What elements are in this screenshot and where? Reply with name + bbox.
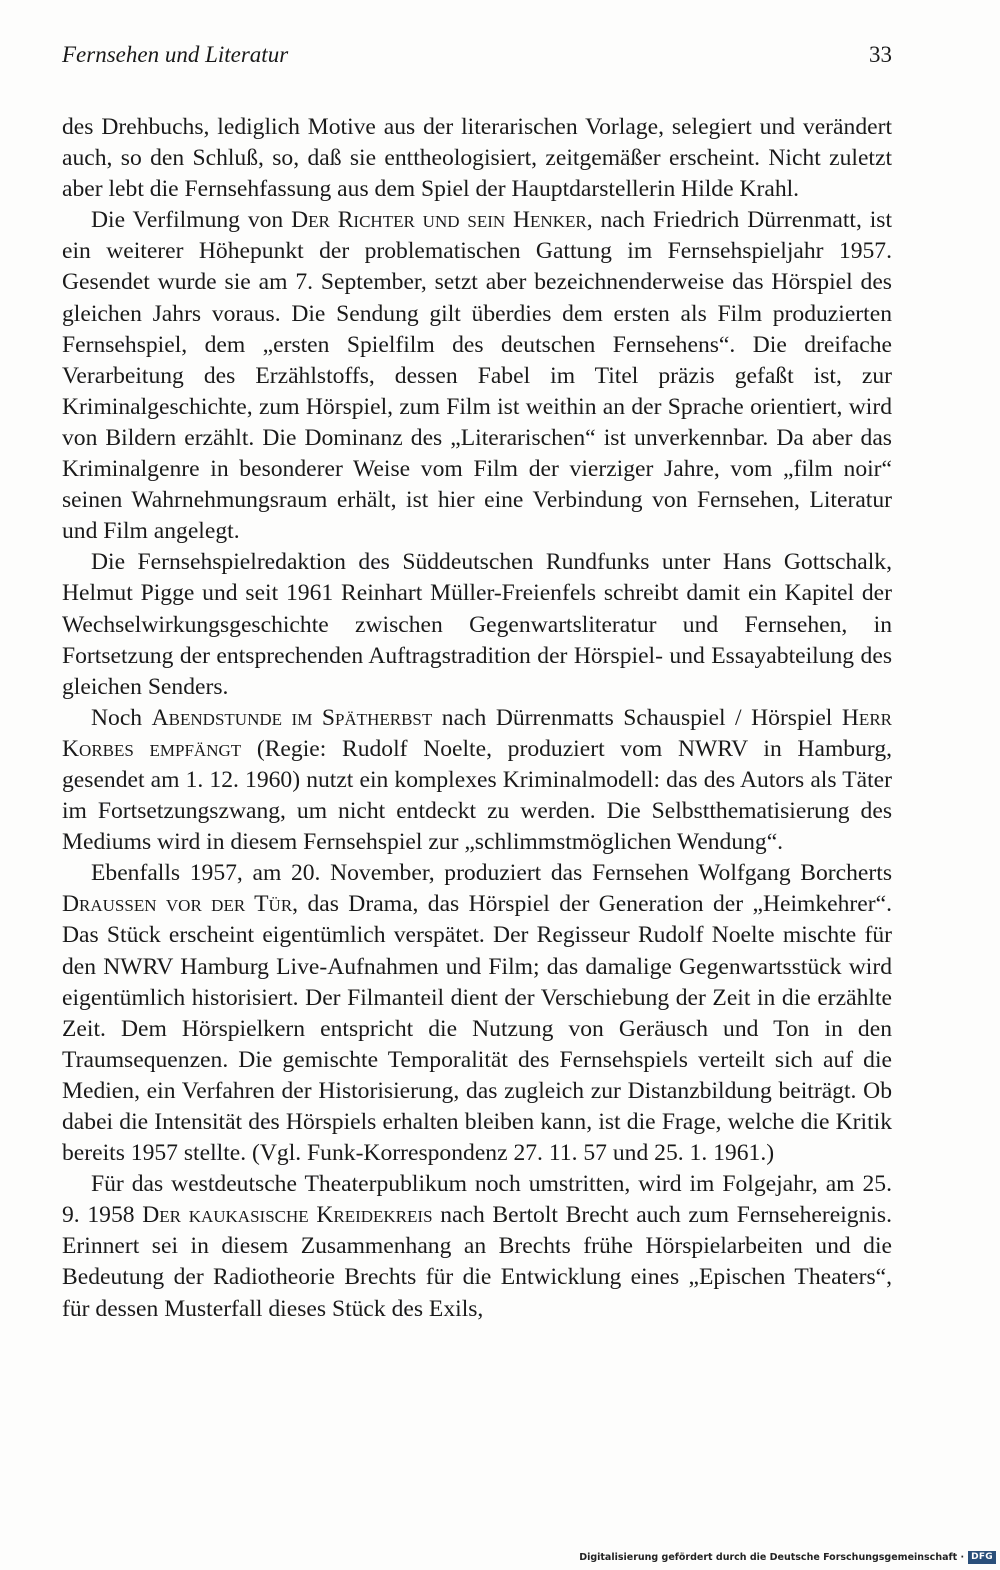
work-title: Der kaukasische Kreidekreis bbox=[142, 1202, 433, 1229]
work-title: Der Richter und sein Henker bbox=[291, 207, 587, 234]
text-run: des Drehbuchs, lediglich Motive aus der literarischen Vorlage, selegiert und verändert auch, so den Schluß, so, daß sie enttheologisiert, zeitgemäßer erscheint. Nicht zuletzt aber lebt die Fernsehfassung aus dem Spiel der Hauptdarstellerin Hilde Krahl. bbox=[62, 114, 892, 203]
text-run: Noch bbox=[91, 704, 152, 731]
work-title: Herr Korbes empfängt bbox=[62, 704, 892, 762]
text-run: (Regie: Rudolf Noelte, produziert vom NWRV in Hamburg, gesendet am 1. 12. 1960) nutzt ein komplexes Kriminalmodell: das des Autors als Täter im Fortsetzungszwang, um nicht entdeckt zu werden. Die Selbstthematisierung des Mediums wird in diesem Fernsehspiel zur „schlimmstmöglichen Wendung“. bbox=[62, 735, 893, 856]
digitization-footer bbox=[579, 1550, 996, 1564]
dfg-logo: DFG bbox=[968, 1551, 996, 1564]
text-run: Die Verfilmung von bbox=[91, 207, 292, 234]
paragraph bbox=[62, 1169, 892, 1324]
funding-note: Digitalisierung gefördert durch die Deutsche Forschungsgemeinschaft · bbox=[579, 1551, 965, 1563]
text-run: , das Drama, das Hörspiel der Generation der „Heimkehrer“. Das Stück erscheint eigentümlich verspätet. Der Regisseur Rudolf Noelte mischte für den NWRV Hamburg Live-Aufnahmen und Film; das damalige Gegenwartsstück wird eigentümlich historisiert. Der Filmanteil dient der Verschiebung der Zeit in die erzählte Zeit. Dem Hörspielkern entspricht die Nutzung von Geräusch und Ton in den Traumsequenzen. Die gemischte Temporalität des Fernsehspiels verteilt sich auf die Medien, ein Verfahren der Historisierung, das zugleich zur Distanzbildung beiträgt. Ob dabei die Intensität des Hörspiels erhalten bleiben kann, ist die Frage, welche die Kritik bereits 1957 stellte. (Vgl. Funk-Korrespondenz 27. 11. 57 und 25. 1. 1961.) bbox=[62, 891, 892, 1167]
work-title: Abendstunde im Spätherbst bbox=[151, 704, 433, 731]
paragraph bbox=[62, 205, 892, 547]
paragraph bbox=[62, 112, 892, 205]
body-text bbox=[62, 112, 892, 1325]
text-run: Die Fernsehspielredaktion des Süddeutschen Rundfunks unter Hans Gottschalk, Helmut Pigge und seit 1961 Reinhart Müller-Freienfels schreibt damit ein Kapitel der Wechselwirkungsgeschichte zwischen Gegenwartsliteratur und Fernsehen, in Fortsetzung der entsprechenden Auftragstradition der Hörspiel- und Essayabteilung des gleichen Senders. bbox=[62, 549, 892, 700]
paragraph bbox=[62, 703, 892, 858]
text-run: nach Dürrenmatts Schauspiel / Hörspiel bbox=[432, 704, 842, 731]
page-number: 33 bbox=[869, 42, 892, 67]
text-run: nach Bertolt Brecht auch zum Fernsehereignis. Erinnert sei in diesem Zusammenhang an Brechts frühe Hörspielarbeiten und die Bedeutung der Radiotheorie Brechts für die Entwicklung eines „Epischen Theaters“, für dessen Musterfall dieses Stück des Exils, bbox=[62, 1202, 892, 1322]
paragraph bbox=[62, 858, 892, 1169]
work-title: Draussen vor der Tür bbox=[62, 891, 293, 918]
running-head bbox=[62, 40, 892, 80]
text-run: Ebenfalls 1957, am 20. November, produziert das Fernsehen Wolfgang Borcherts bbox=[91, 860, 892, 887]
text-run: Für das westdeutsche Theaterpublikum noch umstritten, wird im Folgejahr, am 25. 9. 1958 bbox=[62, 1171, 892, 1229]
running-title: Fernsehen und Literatur bbox=[62, 42, 289, 67]
paragraph bbox=[62, 547, 892, 702]
text-run: , nach Friedrich Dürrenmatt, ist ein weiterer Höhepunkt der problematischen Gattung im Fernsehspieljahr 1957. Gesendet wurde sie am 7. September, setzt aber bezeichnenderweise das Hörspiel des gleichen Jahrs voraus. Die Sendung gilt überdies dem ersten als Film produzierten Fernsehspiel, dem „ersten Spielfilm des deutschen Fernsehens“. Die dreifache Verarbeitung des Erzählstoffs, dessen Fabel im Titel präzis gefaßt ist, zur Kriminalgeschichte, zum Hörspiel, zum Film ist weithin an der Sprache orientiert, wird von Bildern erzählt. Die Dominanz des „Literarischen“ ist unverkennbar. Da aber das Kriminalgenre in besonderer Weise vom Film der vierziger Jahre, vom „film noir“ seinen Wahrnehmungsraum erhält, ist hier eine Verbindung von Fernsehen, Literatur und Film angelegt. bbox=[62, 207, 892, 545]
